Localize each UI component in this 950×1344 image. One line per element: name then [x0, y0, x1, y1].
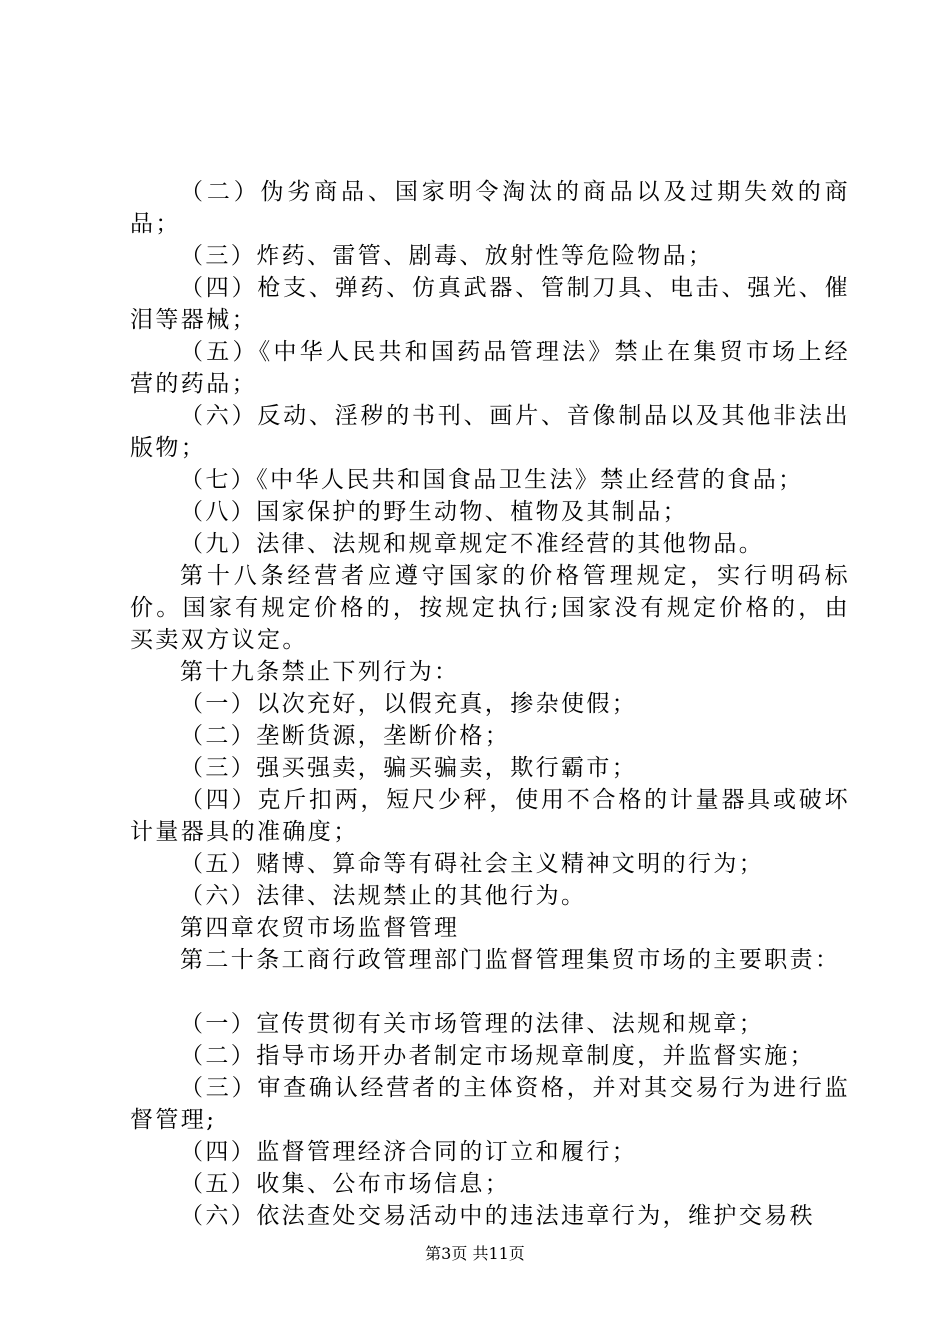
paragraph: （八）国家保护的野生动物、植物及其制品；	[180, 499, 688, 525]
chapter-4-heading: 第四章农贸市场监督管理	[180, 915, 460, 941]
paragraph: （六）反动、淫秽的书刊、画片、音像制品以及其他非法出版物；	[130, 403, 850, 461]
blank-line	[130, 976, 850, 1008]
paragraph: （二）指导市场开办者制定市场规章制度，并监督实施；	[180, 1043, 815, 1069]
paragraph: （三）审查确认经营者的主体资格，并对其交易行为进行监督管理;	[130, 1075, 850, 1133]
paragraph: （九）法律、法规和规章规定不准经营的其他物品。	[180, 531, 765, 557]
document-body	[130, 176, 850, 1232]
paragraph: （五）赌博、算命等有碍社会主义精神文明的行为；	[180, 851, 765, 877]
paragraph: （七）《中华人民共和国食品卫生法》禁止经营的食品；	[180, 467, 804, 493]
paragraph: （六）依法查处交易活动中的违法违章行为，维护交易秩	[180, 1203, 815, 1229]
paragraph: （二）垄断货源，垄断价格；	[180, 723, 511, 749]
paragraph: （二）伪劣商品、国家明令淘汰的商品以及过期失效的商品；	[130, 179, 850, 237]
page-number-footer: 第3页 共11页	[425, 1244, 525, 1263]
paragraph: （四）监督管理经济合同的订立和履行；	[180, 1139, 638, 1165]
paragraph: （一）宣传贯彻有关市场管理的法律、法规和规章；	[180, 1011, 765, 1037]
paragraph: （五）《中华人民共和国药品管理法》禁止在集贸市场上经营的药品；	[130, 339, 850, 397]
article-20-heading: 第二十条工商行政管理部门监督管理集贸市场的主要职责：	[180, 947, 841, 973]
paragraph: （四）克斤扣两，短尺少秤，使用不合格的计量器具或破坏计量器具的准确度；	[130, 787, 850, 845]
paragraph: （三）强买强卖，骗买骗卖，欺行霸市；	[180, 755, 638, 781]
paragraph: （一）以次充好，以假充真，掺杂使假；	[180, 691, 638, 717]
paragraph: （四）枪支、弹药、仿真武器、管制刀具、电击、强光、催泪等器械；	[130, 275, 850, 333]
paragraph: （三）炸药、雷管、剧毒、放射性等危险物品；	[180, 243, 714, 269]
paragraph: （六）法律、法规禁止的其他行为。	[180, 883, 587, 909]
article-19-heading: 第十九条禁止下列行为：	[180, 659, 460, 685]
article-18-paragraph: 第十八条经营者应遵守国家的价格管理规定，实行明码标价。国家有规定价格的，按规定执行;国家没有规定价格的，由买卖双方议定。	[130, 563, 850, 653]
paragraph: （五）收集、公布市场信息；	[180, 1171, 511, 1197]
